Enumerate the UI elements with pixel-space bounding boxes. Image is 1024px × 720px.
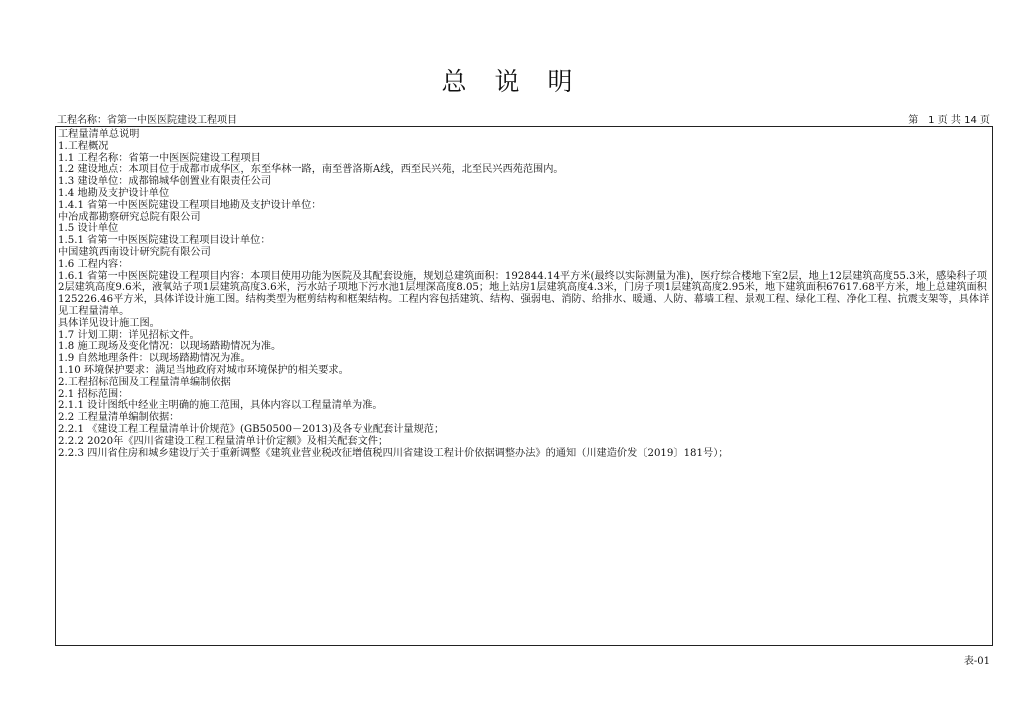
text-line: 1.4 地勘及支护设计单位 — [58, 187, 170, 199]
text-line: 1.2 建设地点：本项目位于成都市成华区，东至华林一路，南至普洛斯A线，西至民兴苑，北至民兴西苑范围内。 — [58, 164, 564, 176]
page-info: 第 1 页 共 14 页 — [908, 115, 990, 126]
text-line: 1.3 建设单位：成都锦城华创置业有限责任公司 — [58, 176, 272, 188]
text-line: 2.2.3 四川省住房和城乡建设厅关于重新调整《建筑业营业税改征增值税四川省建设工程计价依据调整办法》的通知（川建造价发〔2019〕181号）； — [58, 447, 729, 459]
content-box — [55, 126, 993, 646]
text-line: 2.1.1 设计图纸中经业主明确的施工范围，具体内容以工程量清单为准。 — [58, 400, 383, 412]
text-line: 2.工程招标范围及工程量清单编制依据 — [58, 376, 231, 388]
text-line: 1.工程概况 — [58, 140, 109, 152]
text-line: 1.5 设计单位 — [58, 223, 119, 235]
text-paragraph: 1.6.1 省第一中医医院建设工程项目内容：本项目使用功能为医院及其配套设施，规划总建筑面积：192844.14平方米(最终以实际测量为准)，医疗综合楼地下室2层，地上12层建筑高度55.3米，感染科子项2层建筑高度9.6米，液氧站子项1层建筑高度3.6米，污水站子项地下污水池1层埋深高度8.05；地上站房1层建筑高度4.3米，门房子项1层建筑高度2.95米，地下建筑面积67617.68平方米，地上总建筑面积125226.46平方米，具体详设计施工图。结构类型为框剪结构和框架结构。工程内容包括建筑、结构、强弱电、消防、给排水、暖通、人防、幕墙工程、景观工程、绿化工程、净化工程、抗震支架等，具体详见工程量清单。 — [58, 270, 990, 317]
text-line: 1.1 工程名称：省第一中医医院建设工程项目 — [58, 152, 261, 164]
form-code: 表-01 — [963, 656, 990, 667]
text-line: 2.1 招标范围： — [58, 388, 129, 400]
text-line: 1.7 计划工期：详见招标文件。 — [58, 329, 200, 341]
text-line: 2.2 工程量清单编制依据： — [58, 412, 180, 424]
text-line: 2.2.1 《建设工程工程量清单计价规范》(GB50500－2013)及各专业配套计量规范； — [58, 423, 445, 435]
text-line: 1.10 环境保护要求：满足当地政府对城市环境保护的相关要求。 — [58, 364, 349, 376]
text-line: 中国建筑西南设计研究院有限公司 — [58, 246, 211, 258]
text-line: 中冶成都勘察研究总院有限公司 — [58, 211, 201, 223]
text-line: 具体详见设计施工图。 — [58, 317, 160, 329]
project-name: 工程名称：省第一中医医院建设工程项目 — [57, 115, 237, 126]
page-title: 总 说 明 — [441, 67, 583, 96]
text-line: 工程量清单总说明 — [58, 129, 140, 140]
text-line: 1.8 施工现场及变化情况：以现场踏勘情况为准。 — [58, 341, 282, 353]
text-line: 1.9 自然地理条件：以现场踏勘情况为准。 — [58, 353, 251, 365]
text-line: 1.6 工程内容： — [58, 258, 129, 270]
text-line: 2.2.2 2020年《四川省建设工程工程量清单计价定额》及相关配套文件； — [58, 435, 389, 447]
text-line: 1.4.1 省第一中医医院建设工程项目地勘及支护设计单位： — [58, 199, 322, 211]
text-line: 1.5.1 省第一中医医院建设工程项目设计单位： — [58, 235, 271, 247]
